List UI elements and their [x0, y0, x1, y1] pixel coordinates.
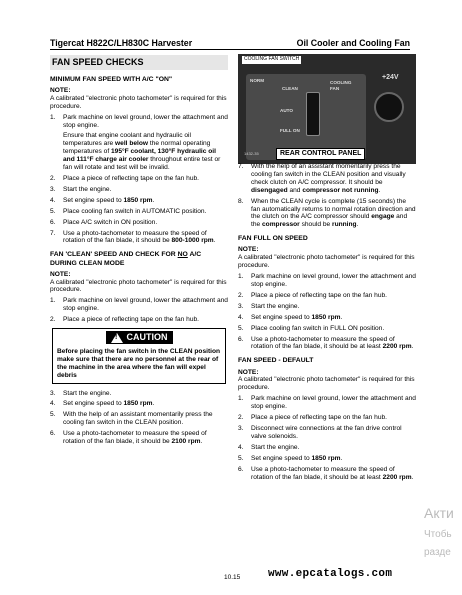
list-item: 6. Use a photo-tachometer to measure the speed of rotation of the fan blade, it should be 2100 rpm.: [50, 430, 207, 446]
steps-clean-speed: [50, 297, 228, 324]
list-item: 7. Use a photo-tachometer to measure the speed of rotation of the fan blade, it should be 800-1000 rpm.: [50, 229, 216, 245]
steps-clean-speed-cont: [50, 390, 228, 446]
figure-caption: REAR CONTROL PANEL: [276, 148, 365, 160]
power-outlet-icon: [374, 92, 404, 122]
list-item: 5. Place cooling fan switch in FULL ON position.: [238, 324, 385, 332]
list-item: 2. Place a piece of reflecting tape on the fan hub.: [238, 414, 387, 422]
cooling-fan-switch-label: COOLING FAN SWITCH: [244, 56, 300, 62]
list-item: 4. Start the engine.: [238, 443, 300, 451]
list-item: 3. Disconnect wire connections at the fan drive control valve solenoids.: [238, 424, 402, 440]
list-item: 5. Place cooling fan switch in AUTOMATIC position.: [50, 207, 207, 215]
list-item: 1. Park machine on level ground, lower the attachment and stop engine.: [238, 273, 416, 289]
list-item: 1. Park machine on level ground, lower the attachment and stop engine. Ensure that engine coolant and hydraulic oil temperatures are well below the normal operating temperatures of 195°F coolant, 130°F hydraulic oil and 111°F charge air cooler throughout entire test or fan will rotate and test will be invalid.: [50, 113, 228, 172]
subsection-default-speed: FAN SPEED - DEFAULT: [238, 357, 314, 365]
list-item: 7. With the help of an assistant momentarily press the cooling fan switch in the CLEAN position and visually check clutch on A/C compressor. It should be disengaged and compressor not running.: [238, 163, 406, 194]
note-text: A calibrated "electronic photo tachometer" is required for this procedure.: [238, 254, 415, 270]
list-item: 4. Set engine speed to 1850 rpm.: [238, 313, 343, 321]
note-label: NOTE:: [50, 86, 71, 94]
list-item: 2. Place a piece of reflecting tape on the fan hub.: [238, 291, 387, 299]
note-label: NOTE:: [50, 270, 71, 278]
list-item: 3. Start the engine.: [238, 302, 300, 310]
list-item: 3. Start the engine.: [50, 185, 112, 193]
list-item: 6. Place A/C switch in ON position.: [50, 218, 158, 226]
note-text: A calibrated "electronic photo tachometer" is required for this procedure.: [238, 376, 415, 392]
note-text: A calibrated "electronic photo tachometer" is required for this procedure.: [50, 278, 227, 294]
watermark-line: Чтобь: [424, 529, 452, 540]
list-item: 6. Use a photo-tachometer to measure the speed of rotation of the fan blade, it should be at least 2200 rpm.: [238, 465, 414, 481]
note-label: NOTE:: [238, 246, 259, 254]
section-title: FAN SPEED CHECKS: [50, 55, 228, 70]
list-item: 2. Place a piece of reflecting tape on the fan hub.: [50, 316, 199, 324]
subsection-clean-speed: FAN 'CLEAN' SPEED AND CHECK FOR NO A/C DURING CLEAN MODE: [50, 251, 202, 267]
warning-icon: !: [111, 333, 123, 343]
power-outlet-label: +24V: [382, 74, 399, 81]
temperature-note: Ensure that engine coolant and hydraulic oil temperatures are well below the normal operating temperatures of 195°F coolant, 130°F hydraulic oil and 111°F charge air cooler throughout entire test or fan will rotate and test will be invalid.: [63, 132, 221, 172]
header-title-right: Oil Cooler and Cooling Fan: [296, 38, 410, 48]
list-item: 6. Use a photo-tachometer to measure the speed of rotation of the fan blade, it should be at least 2200 rpm.: [238, 335, 414, 351]
switch-panel: NORM CLEAN AUTO FULL ON COOLING FAN: [246, 74, 366, 160]
list-item: 5. With the help of an assistant momentarily press the cooling fan switch in the CLEAN position.: [50, 411, 213, 427]
caution-badge: ! CAUTION: [106, 331, 173, 344]
list-item: 4. Set engine speed to 1850 rpm.: [50, 196, 155, 204]
note-label: NOTE:: [238, 368, 259, 376]
right-column: [238, 163, 416, 484]
list-item: 2. Place a piece of reflecting tape on the fan hub.: [50, 175, 199, 183]
note-text: A calibrated "electronic photo tachometer" is required for this procedure.: [50, 94, 227, 110]
steps-full-on: [238, 273, 416, 351]
list-item: 5. Set engine speed to 1850 rpm.: [238, 454, 343, 462]
page-number: 10.15: [224, 574, 241, 581]
watermark-line: разде: [424, 547, 451, 558]
caution-text: Before placing the fan switch in the CLEAN position make sure that there are no personnel at the rear of the machine in the area where the fan will expel debris: [57, 347, 221, 379]
steps-min-speed: [50, 114, 228, 246]
page-header: [50, 38, 410, 50]
site-url[interactable]: www.epcatalogs.com: [268, 568, 393, 580]
steps-default: [238, 395, 416, 481]
subsection-full-on-speed: FAN FULL ON SPEED: [238, 235, 308, 243]
rear-control-panel-photo: [238, 54, 416, 164]
header-title-left: Tigercat H822C/LH830C Harvester: [50, 38, 193, 48]
left-column: [50, 52, 228, 449]
steps-clean-speed-right: [238, 163, 416, 229]
cooling-fan-switch: [306, 92, 320, 136]
caution-box: [52, 328, 226, 383]
figure-id: 1432-35: [244, 151, 259, 156]
list-item: 3. Start the engine.: [50, 389, 112, 397]
list-item: 1. Park machine on level ground, lower the attachment and stop engine.: [238, 395, 416, 411]
list-item: 1. Park machine on level ground, lower the attachment and stop engine.: [50, 297, 228, 313]
watermark-line: Акти: [424, 505, 454, 521]
list-item: 8. When the CLEAN cycle is complete (15 seconds) the fan automatically returns to normal rotation direction and the clutch on the A/C compressor should engage and the compressor should be running.: [238, 197, 416, 229]
list-item: 4. Set engine speed to 1850 rpm.: [50, 400, 155, 408]
subsection-min-fan-speed: MINIMUM FAN SPEED WITH A/C "ON": [50, 75, 173, 83]
